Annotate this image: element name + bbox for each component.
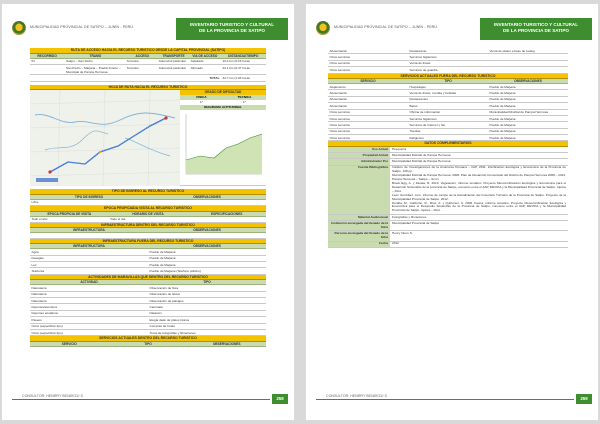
activity-row: Otros (especificar tipo) Compras de frutas <box>30 324 266 330</box>
visit-header: HORARIO DE VISITA <box>132 211 164 216</box>
route-cell: Automóvil particular <box>158 59 186 64</box>
complementary-row: Institución encargada del llenado de la ficha Municipalidad Provincial de Satipo <box>328 221 568 231</box>
route-row <box>30 65 266 75</box>
entry-cell: Libre <box>31 200 39 205</box>
entry-header: TIPO DE INGRESO <box>74 194 104 199</box>
page-number: 259 <box>576 394 592 404</box>
route-total-label: TOTAL <box>209 75 220 80</box>
page-header <box>12 18 288 40</box>
visit-cell: Todo el año <box>31 217 48 222</box>
footer-rule <box>12 399 270 400</box>
service-row: Otros servicios Servicios de guardia <box>328 67 568 73</box>
activity-row: Deportes acuáticos Natación <box>30 311 266 317</box>
difficulty-value: 1° <box>200 100 203 105</box>
complementary-row: Administrador Por Municipalidad Distrital de Pampa Hermosa <box>328 159 568 165</box>
route-header: TRANSPORTE <box>162 53 185 58</box>
infra-out-row: Desagüe Pueblo de Marjana <box>30 256 266 262</box>
visit-cell <box>187 217 266 222</box>
infra-out-header: INFRAESTRUCTURA <box>73 244 105 249</box>
service-out-row: Alimentación Venta de frutas, comida y bebidas Pueblo de Marjana <box>328 90 568 96</box>
route-cell: Automóvil particular <box>158 65 186 70</box>
complementary-row: Fecha 2012 <box>328 242 568 248</box>
complementary-row: Material Audiovisual Fotografías y filmaciones <box>328 215 568 221</box>
service-row: Otros servicios Venta de frutas <box>328 61 568 67</box>
services-in-header: TIPO <box>144 341 152 346</box>
inventory-title <box>480 18 592 40</box>
route-map <box>30 90 180 186</box>
infra-out-header: OBSERVACIONES <box>193 244 221 249</box>
route-section-title: RUTA DE ACCESO HACIA EL RECURSO TURISTICO DESDE LA CAPITAL PROVINCIAL (SATIPO) <box>30 48 266 54</box>
route-cell: 10,4 km (0:15 horas <box>222 59 250 64</box>
complementary-row-bibliography: Fuente Bibliográfica Instituto de Investigaciones de la Amazonía Peruana – IIAP, 2011. Zonificación Ecológica y Económica de la Provincia de Satipo, 128 pp. Municipalidad Distrital de Pampa Hermosa. 2008. Plan de Desarrollo Concertado del Distrito de Pampa Hermosa 2008 – 2021. Pampa Hermosa – Satipo – Junín. Brack Egg, A. y Zavala, R. 2010. Vegetación, informe temático. Proyecto Mesozonificación Ecológica y Económica para el Desarrollo Sostenible de la provincia de Satipo, convenio entre el IIAP, DEVIDA y la Municipalidad Provincial de Satipo. Iquitos – Perú. León González, Lino. Informe de campo de la Actualización del Inventario Turístico de la Provincia de Satipo. Proyecto de la Municipalidad Provincial de Satipo. 2012. Peralta, M., Calderón, R., Ríos, A. y Quiñones, A. 2008. Fauna, informe temático. Proyecto Mesozonificación Ecológica y Económica para el Desarrollo Sostenible de la Provincia de Satipo, convenio entre el IIAP, DEVIDA y la Municipalidad Provincial de Satipo. Iquitos – Perú. <box>328 166 568 215</box>
activities-header: TIPO <box>203 280 211 285</box>
inventory-title-line1: INVENTARIO TURISTICO Y CULTURAL <box>189 22 275 27</box>
consultant-credit: CONSULTOR: HENRRY BENDEZU S. <box>22 394 84 398</box>
service-row: Alimentación Restaurante Venta de platos a base de bodeg <box>328 48 568 54</box>
complementary-row: Uso Actual Pesquería <box>328 147 568 153</box>
infra-in-section-title: INFRAESTRUCTURA DENTRO DEL RECURSO TURISTICO <box>30 223 266 229</box>
visit-section-title: EPOCA PROPICIADA VISITA AL RECURSO TURISTICO <box>30 206 266 212</box>
services-out-header: TIPO <box>444 79 452 83</box>
services-in-headers <box>30 342 266 347</box>
inventory-title-line1: INVENTARIO TURISTICO Y CULTURAL <box>493 22 579 27</box>
map-area <box>30 90 266 186</box>
infra-in-header: OBSERVACIONES <box>193 228 221 233</box>
route-total-row <box>30 75 266 81</box>
route-cell: Asfaltado <box>190 59 204 64</box>
inventory-title <box>176 18 288 40</box>
service-out-row: Alojamiento Hospedajes Pueblo de Marjana <box>328 84 568 90</box>
service-out-row: Otros servicios Servicios de Internet y fax Pueblo de Marjana <box>328 122 568 128</box>
route-cell: 22,1 km (0:47 horas <box>222 65 250 70</box>
route-cell <box>30 65 65 74</box>
infra-in-header: INFRAESTRUCTURA <box>73 228 105 233</box>
activity-row: Otros (especificar tipo) Toma de fotografías y filmaciones <box>30 330 266 336</box>
difficulty-section-title: GRADO DE DIFICULTAD <box>180 90 266 95</box>
difficulty-header: TECNICA <box>237 95 252 100</box>
activities-section-title: ACTIVIDADES DE MARAVILLAS QUE DENTRO DEL RECURSO TURISTICO <box>30 275 266 281</box>
route-map-drawing <box>30 90 180 186</box>
route-header: DISTANCIA/TIEMPO <box>228 53 259 58</box>
service-out-row: Alimentación Restaurantes Pueblo de Marjana <box>328 97 568 103</box>
municipality-name: MUNICIPALIDAD PROVINCIAL DE SATIPO – JUNÍN - PERÚ <box>30 25 134 29</box>
difficulty-header: FISICA <box>196 95 207 100</box>
page-right <box>306 4 598 420</box>
services-in-header: OBSERVACIONES <box>212 341 241 346</box>
service-row: Otros servicios Servicios higiénicos <box>328 54 568 60</box>
activities-header: ACTIVIDAD <box>80 280 98 285</box>
route-cell: Satipo – San Pedro <box>66 59 93 64</box>
route-total-value: 32,7 km (1:03 horas <box>222 75 250 80</box>
right-content <box>328 48 568 248</box>
activity-row: Naturaleza Observación de fauna <box>30 292 266 298</box>
altitude-diagram <box>180 110 266 185</box>
complementary-section-title: DATOS COMPLEMENTARIOS <box>328 141 568 147</box>
route-header: TRAMO <box>89 53 102 58</box>
route-cell: Afirmado <box>190 65 203 70</box>
activity-row: Naturaleza Observación de paisajes <box>30 298 266 304</box>
service-out-row: Otros servicios Servicios higiénicos Pueblo de Marjana <box>328 116 568 122</box>
route-header: RECORRIDO <box>37 53 57 58</box>
page-footer <box>12 394 288 404</box>
service-out-row: Otros servicios Oficina de información Municipalidad Distrital de Pampa Hermosa <box>328 110 568 116</box>
visit-header: ESPECIFICACIONES <box>211 211 243 216</box>
left-content <box>30 48 266 347</box>
route-header: VIA DE ACCESO <box>192 53 218 58</box>
entry-header: OBSERVACIONES <box>193 194 221 199</box>
service-out-row: Alimentación Bares Pueblo de Marjana <box>328 103 568 109</box>
services-in-header: SERVICIO <box>61 341 77 346</box>
entry-cell <box>148 200 266 205</box>
municipality-seal-icon <box>316 21 330 35</box>
services-out-header: OBSERVACIONES <box>514 79 542 83</box>
municipality-seal-icon <box>12 21 26 35</box>
activity-row: Naturaleza Observación de flora <box>30 285 266 291</box>
route-cell: San Pedro – Marjana – Pueblo Fuerte – Municipal de Pampa Hermosa <box>66 65 121 74</box>
map-section-title: HOJA DE RUTA HACIA EL RECURSO TURISTICO <box>30 85 266 91</box>
visit-header: EPOCA PROPICIA DE VISITA <box>47 211 92 216</box>
page-header <box>316 18 592 40</box>
service-out-row: Otros servicios Tiendas Pueblo de Marjana <box>328 129 568 135</box>
infra-out-section-title: INFRAESTRUCTURA FUERA DEL RECURSO TURISTICO <box>30 239 266 245</box>
route-cell: 01 <box>31 59 35 64</box>
footer-rule <box>316 399 574 400</box>
map-side-panel <box>180 90 266 185</box>
route-cell: Terrestre <box>126 65 140 70</box>
route-cell: Terrestre <box>126 59 140 64</box>
activity-row: Deportes/aventura Caminata <box>30 304 266 310</box>
services-out-header: SERVICIO <box>360 79 376 83</box>
services-in-section-title: SERVICIOS ACTUALES DENTRO DEL RECURSO TURISTICO <box>30 336 266 342</box>
services-out-section-title: SERVICIOS ACTUALES FUERA DEL RECURSO TURISTICO <box>328 74 568 80</box>
infra-out-row: Agua Pueblo de Marjana <box>30 249 266 255</box>
activity-row: Paseos Elegía dado de platos típicos <box>30 317 266 323</box>
consultant-credit: CONSULTOR: HENRRY BENDEZU S. <box>326 394 388 398</box>
infra-out-row: Telefonía Pueblo de Marjana (Telefono público) <box>30 268 266 274</box>
complementary-row: Propiedad Actual Municipalidad Distrital de Pampa Hermosa <box>328 153 568 159</box>
inventory-title-line2: DE LA PROVINCIA DE SATIPO <box>503 28 569 34</box>
entry-section-title: TIPO DE INGRESO AL RECURSO TURISTICO <box>30 189 266 195</box>
altitude-diagram-title: DIAGRAMA ALTITUDINAL <box>180 105 266 110</box>
page-footer <box>316 394 592 404</box>
infra-out-row: Luz Pueblo de Marjana <box>30 262 266 268</box>
difficulty-value: 1° <box>243 100 246 105</box>
route-header: ACCESO <box>135 53 150 58</box>
service-out-row: Otros servicios Religiosos Pueblo de Marjana <box>328 135 568 141</box>
altitude-diagram-drawing <box>180 110 266 180</box>
municipality-name: MUNICIPALIDAD PROVINCIAL DE SATIPO – JUNÍN - PERÚ <box>334 25 438 29</box>
visit-cell: Todo el día <box>110 217 126 222</box>
page-left <box>2 4 294 420</box>
page-number: 258 <box>272 394 288 404</box>
inventory-title-line2: DE LA PROVINCIA DE SATIPO <box>199 28 265 34</box>
complementary-row: Persona encargada del llenado de la ficha Henry Otero S. <box>328 231 568 241</box>
